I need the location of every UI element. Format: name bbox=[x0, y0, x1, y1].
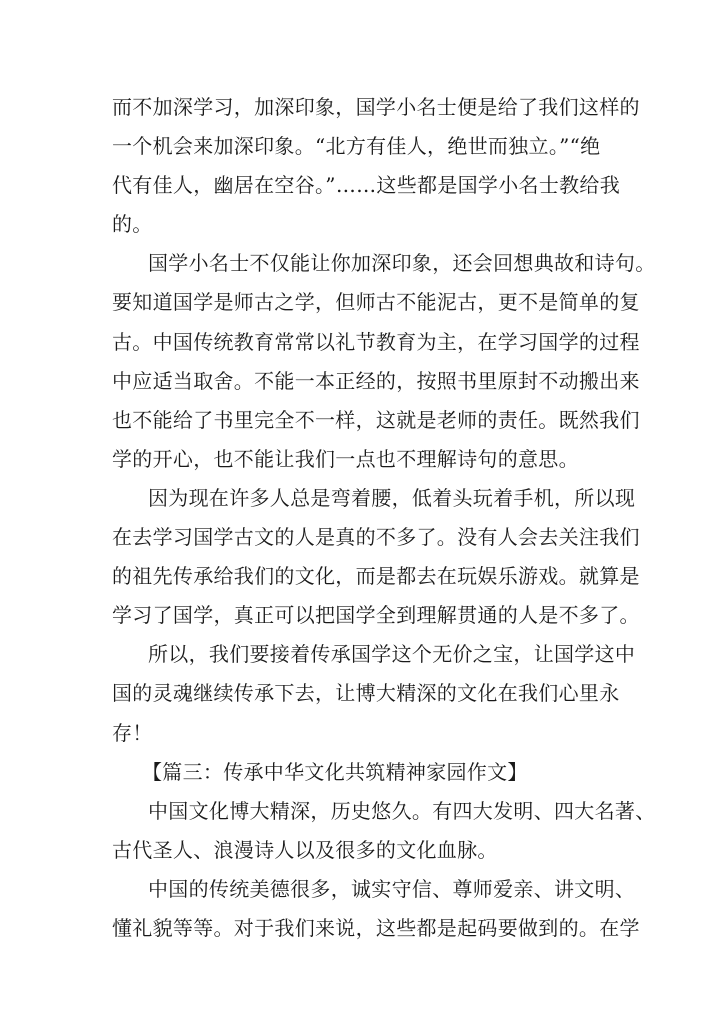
text-line: 也不能给了书里完全不一样，这就是老师的责任。既然我们 bbox=[112, 407, 640, 432]
text-line: 懂礼貌等等。对于我们来说，这些都是起码要做到的。在学 bbox=[112, 915, 640, 940]
text-line: 的。 bbox=[112, 212, 153, 237]
text-line: 国的灵魂继续传承下去，让博大精深的文化在我们心里永 bbox=[112, 681, 620, 706]
text-line: 一个机会来加深印象。“北方有佳人，绝世而独立。”“绝 bbox=[112, 134, 601, 159]
text-line: 而不加深学习，加深印象，国学小名士便是给了我们这样的 bbox=[112, 95, 640, 119]
text-line: 因为现在许多人总是弯着腰，低着头玩着手机，所以现 bbox=[148, 485, 636, 510]
text-line: 学习了国学，真正可以把国学全到理解贯通的人是不多了。 bbox=[112, 603, 640, 628]
text-line: 要知道国学是师古之学，但师古不能泥古，更不是简单的复 bbox=[112, 290, 640, 315]
text-line: 所以，我们要接着传承国学这个无价之宝，让国学这中 bbox=[148, 642, 636, 667]
section-heading bbox=[112, 753, 612, 792]
text-line: 的祖先传承给我们的文化，而是都去在玩娱乐游戏。就算是 bbox=[112, 564, 640, 589]
text-line: 中国的传统美德很多，诚实守信、尊师爱亲、讲文明、 bbox=[148, 876, 636, 901]
text-line: 古代圣人、浪漫诗人以及很多的文化血脉。 bbox=[112, 837, 498, 862]
text-line: 国学小名士不仅能让你加深印象，还会回想典故和诗句。 bbox=[148, 251, 656, 276]
text-line: 中国文化博大精深，历史悠久。有四大发明、四大名著、 bbox=[148, 798, 656, 823]
text-line: 在去学习国学古文的人是真的不多了。没有人会去关注我们 bbox=[112, 525, 640, 550]
text-line: 中应适当取舍。不能一本正经的，按照书里原封不动搬出来 bbox=[112, 368, 640, 393]
heading-text: 【篇三：传承中华文化共筑精神家园作文】 bbox=[142, 759, 528, 784]
paragraph bbox=[112, 88, 640, 244]
text-line: 古。中国传统教育常常以礼节教育为主，在学习国学的过程 bbox=[112, 329, 640, 354]
text-line: 学的开心，也不能让我们一点也不理解诗句的意思。 bbox=[112, 446, 579, 471]
paragraph bbox=[112, 792, 656, 870]
paragraph bbox=[112, 635, 636, 752]
document-body bbox=[112, 88, 656, 948]
text-line: 存！ bbox=[112, 720, 153, 745]
paragraph bbox=[112, 244, 656, 479]
paragraph bbox=[112, 870, 640, 948]
text-line: 代有佳人，幽居在空谷。”……这些都是国学小名士教给我 bbox=[112, 173, 621, 198]
paragraph bbox=[112, 479, 640, 635]
